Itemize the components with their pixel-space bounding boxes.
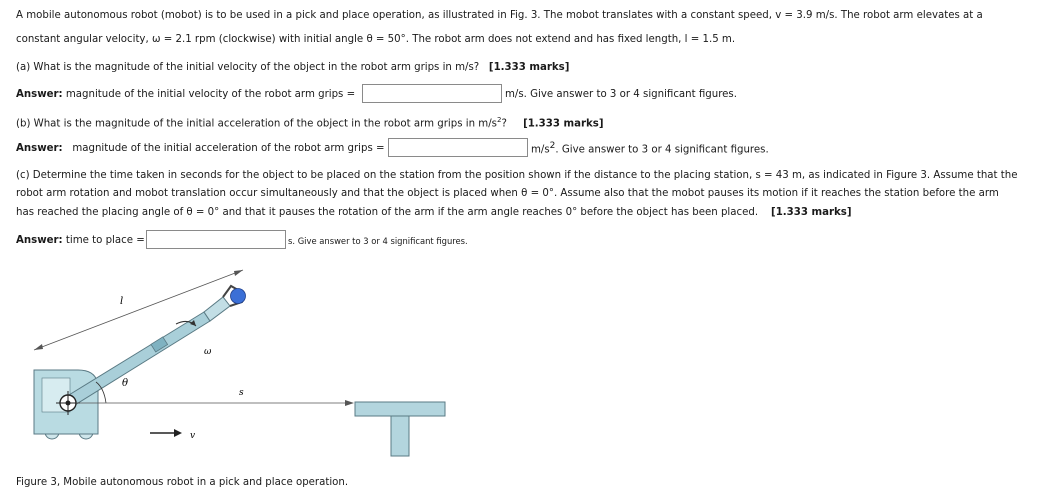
label-l: l (120, 296, 124, 307)
intro-line-1: A mobile autonomous robot (mobot) is to be used in a pick and place operation, as illustrated in Fig. 3. The mobot translates with a constant speed, v = 3.9 m/s. The robot arm elevates at a (16, 10, 983, 21)
station-post (391, 416, 409, 456)
part-b-unit-hint (531, 141, 769, 155)
label-s: s (239, 388, 244, 398)
part-b-question-text: (b) What is the magnitude of the initial acceleration of the object in the robot arm grips in m/s (16, 118, 497, 130)
arm-wrist (204, 297, 230, 321)
part-c-answer-input[interactable] (146, 230, 286, 249)
label-theta: θ (122, 378, 129, 389)
robot-arm (64, 312, 210, 408)
part-b-unit-sup: 2 (549, 141, 556, 151)
part-a-marks: [1.333 marks] (488, 62, 570, 73)
figure-caption: Figure 3, Mobile autonomous robot in a pick and place operation. (16, 477, 349, 488)
part-a-question-text: (a) What is the magnitude of the initial velocity of the object in the robot arm grips in m/s? (16, 62, 480, 73)
part-b-answer-row (16, 143, 385, 154)
part-b-unit: m/s (531, 144, 550, 156)
part-a-question (16, 62, 569, 73)
velocity-arrowhead (174, 429, 182, 437)
part-c-line-3-row (16, 207, 851, 218)
part-b-answer-label: Answer: (16, 143, 63, 154)
part-c-answer-label: Answer: (16, 235, 63, 246)
length-arrow-start (34, 344, 43, 350)
part-c-marks: [1.333 marks] (771, 207, 852, 218)
label-v: v (190, 431, 196, 441)
label-omega: ω (204, 347, 212, 357)
part-a-unit: m/s. (505, 89, 527, 100)
part-c-answer-text: time to place = (65, 235, 145, 246)
part-c-hint: s. Give answer to 3 or 4 significant figures. (288, 236, 468, 246)
part-b-answer-text: magnitude of the initial acceleration of the robot arm grips = (72, 143, 385, 154)
part-b-marks: [1.333 marks] (523, 118, 604, 130)
part-c-line-1: (c) Determine the time taken in seconds for the object to be placed on the station from the position shown if the distance to the placing station, s = 43 m, as indicated in Figure 3. Assume that the (16, 170, 1018, 181)
mobot-figure (18, 262, 458, 498)
object-ball (231, 289, 246, 304)
length-arrow-end (234, 270, 243, 276)
part-b-answer-input[interactable] (388, 138, 528, 157)
part-a-hint: Give answer to 3 or 4 significant figures. (530, 89, 737, 100)
part-a-answer-text: magnitude of the initial velocity of the robot arm grips = (65, 89, 356, 100)
part-a-unit-hint (505, 89, 737, 100)
part-c-answer-row (16, 235, 145, 246)
part-b-hint: . Give answer to 3 or 4 significant figures. (555, 144, 769, 156)
part-c-line-2: robot arm rotation and mobot translation occur simultaneously and that the object is placed when θ = 0°. Assume also that the mobot pauses its motion if it reaches the station before the arm (16, 188, 999, 199)
part-a-answer-label: Answer: (16, 89, 63, 100)
part-b-question-sup: 2 (496, 116, 502, 124)
part-c-line-3: has reached the placing angle of θ = 0° and that it pauses the rotation of the arm if the arm angle reaches 0° before the object has been placed. (16, 207, 759, 218)
part-b-question-end: ? (501, 118, 507, 130)
part-a-answer-row (16, 89, 355, 100)
part-a-answer-input[interactable] (362, 84, 502, 103)
distance-s-arrowhead (345, 400, 354, 406)
intro-line-2: constant angular velocity, ω = 2.1 rpm (clockwise) with initial angle θ = 50°. The robot arm does not extend and has fixed length, l = 1.5 m. (16, 34, 736, 45)
pivot-center (66, 401, 71, 406)
station-top (355, 402, 445, 416)
part-b-question (16, 116, 604, 129)
